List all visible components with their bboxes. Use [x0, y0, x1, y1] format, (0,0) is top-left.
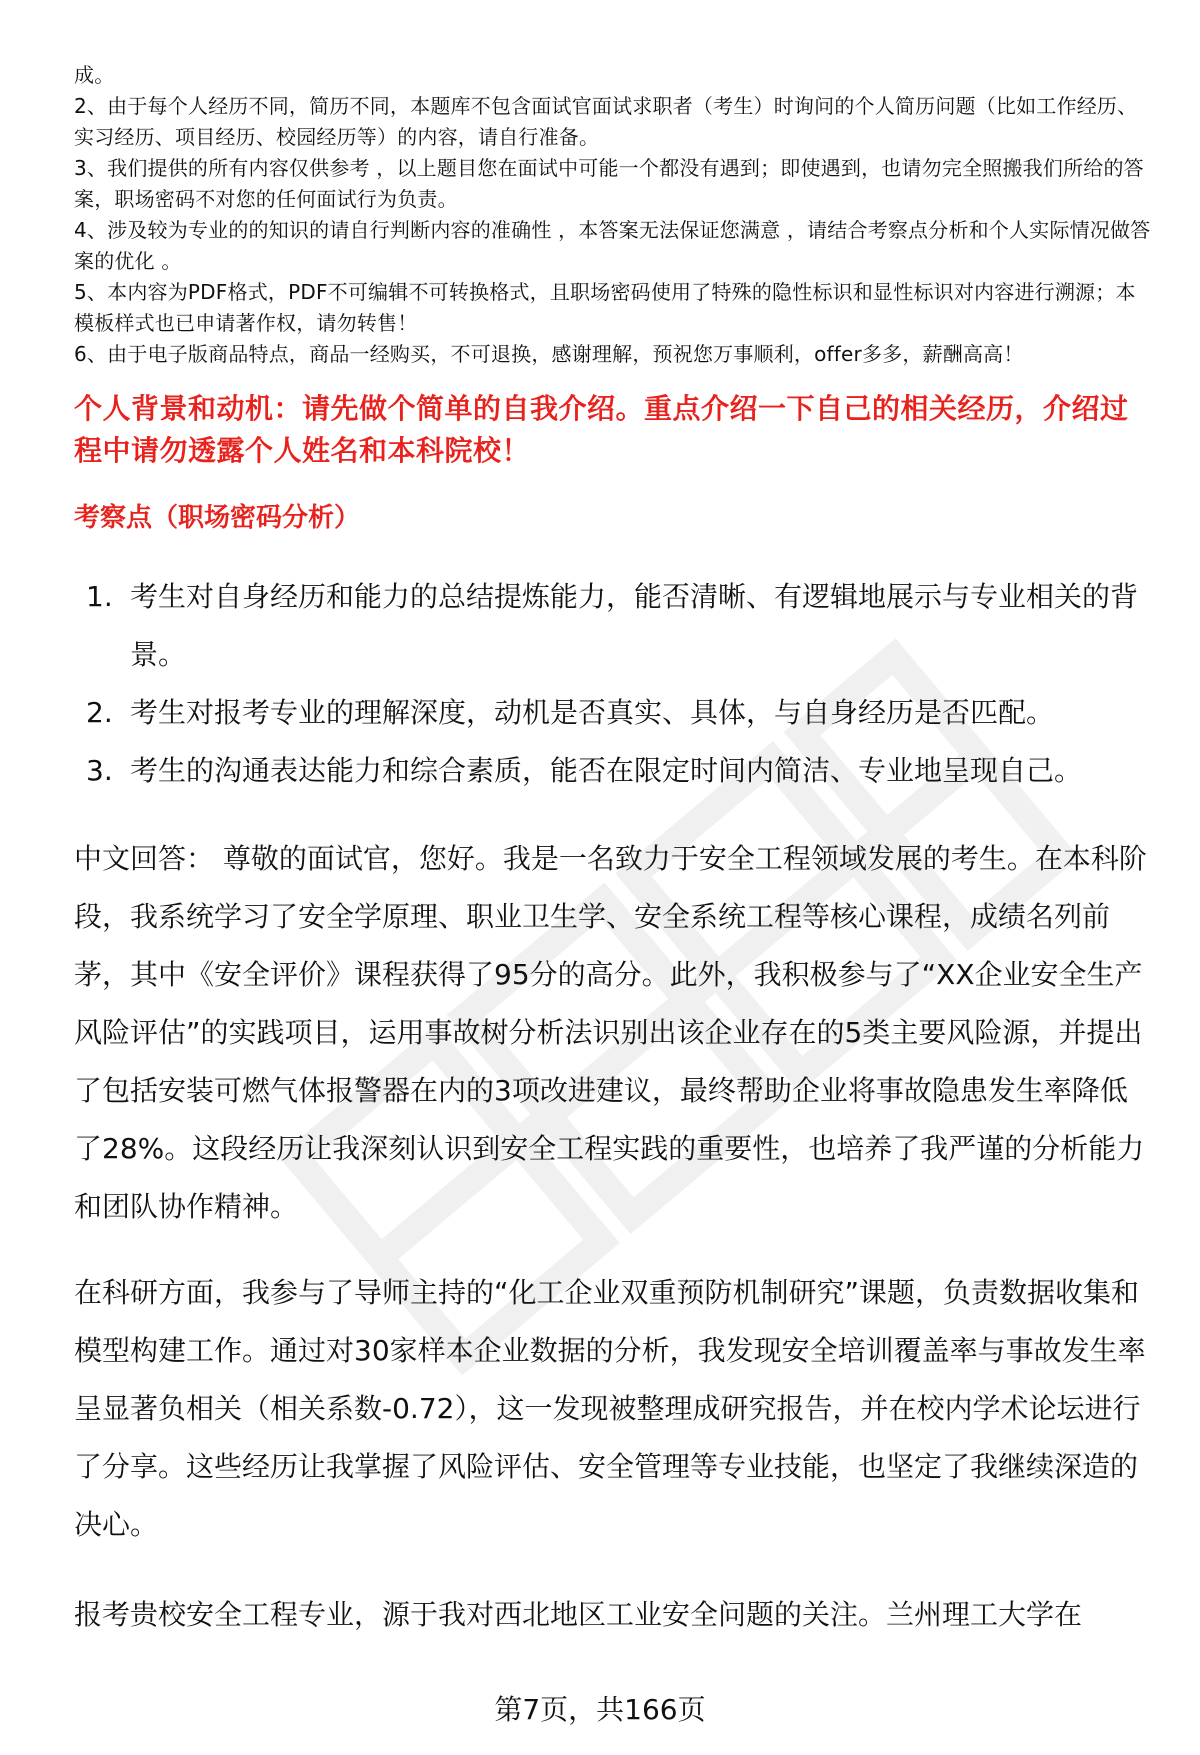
analysis-point	[74, 684, 1154, 742]
analysis-heading: 考察点（职场密码分析）	[74, 503, 361, 533]
analysis-points	[74, 568, 1154, 800]
page-content	[74, 60, 1154, 1644]
page-footer: 第7页，共166页	[494, 1693, 706, 1726]
note-4: 4、涉及较为专业的的知识的请自行判断内容的准确性 ，本答案无法保证您满意 ，请结合考察点分析和个人实际情况做答案的优化 。	[74, 218, 1151, 273]
point-text: 考生对报考专业的理解深度，动机是否真实、具体，与自身经历是否匹配。	[130, 696, 1055, 729]
note-6: 6、由于电子版商品特点，商品一经购买，不可退换，感谢理解，预祝您万事顺利，offer多多，薪酬高高！	[74, 342, 1024, 366]
answer-paragraph-3: 报考贵校安全工程专业，源于我对西北地区工业安全问题的关注。兰州理工大学在	[74, 1598, 1083, 1631]
note-1-tail: 成。	[74, 63, 115, 87]
notes-list	[74, 60, 1154, 370]
analysis-point	[74, 568, 1154, 684]
point-number: 3.	[86, 754, 113, 787]
note-5: 5、本内容为PDF格式，PDF不可编辑不可转换格式，且职场密码使用了特殊的隐性标识和显性标识对内容进行溯源；本模板样式也已申请著作权，请勿转售！	[74, 280, 1136, 335]
answer-paragraph-2: 在科研方面，我参与了导师主持的“化工企业双重预防机制研究”课题，负责数据收集和模型构建工作。通过对30家样本企业数据的分析，我发现安全培训覆盖率与事故发生率呈显著负相关（相关系数-0.72），这一发现被整理成研究报告，并在校内学术论坛进行了分享。这些经历让我掌握了风险评估、安全管理等专业技能，也坚定了我继续深造的决心。	[74, 1276, 1146, 1541]
answer-paragraph-1: 中文回答： 尊敬的面试官，您好。我是一名致力于安全工程领域发展的考生。在本科阶段，我系统学习了安全学原理、职业卫生学、安全系统工程等核心课程，成绩名列前茅，其中《安全评价》课程获得了95分的高分。此外，我积极参与了“XX企业安全生产风险评估”的实践项目，运用事故树分析法识别出该企业存在的5类主要风险源，并提出了包括安装可燃气体报警器在内的3项改进建议，最终帮助企业将事故隐患发生率降低了28%。这段经历让我深刻认识到安全工程实践的重要性，也培养了我严谨的分析能力和团队协作精神。	[74, 842, 1147, 1223]
point-text: 考生对自身经历和能力的总结提炼能力，能否清晰、有逻辑地展示与专业相关的背景。	[130, 580, 1139, 671]
analysis-point	[74, 742, 1154, 800]
point-number: 1.	[86, 580, 113, 613]
note-2: 2、由于每个人经历不同，简历不同，本题库不包含面试官面试求职者（考生）时询问的个人简历问题（比如工作经历、实习经历、项目经历、校园经历等）的内容，请自行准备。	[74, 94, 1138, 149]
question-heading: 个人背景和动机：请先做个简单的自我介绍。重点介绍一下自己的相关经历，介绍过程中请勿透露个人姓名和本科院校！	[74, 392, 1129, 467]
note-3: 3、我们提供的所有内容仅供参考 ，以上题目您在面试中可能一个都没有遇到；即使遇到，也请勿完全照搬我们所给的答案，职场密码不对您的任何面试行为负责。	[74, 156, 1144, 211]
point-text: 考生的沟通表达能力和综合素质，能否在限定时间内简洁、专业地呈现自己。	[130, 754, 1083, 787]
point-number: 2.	[86, 696, 113, 729]
